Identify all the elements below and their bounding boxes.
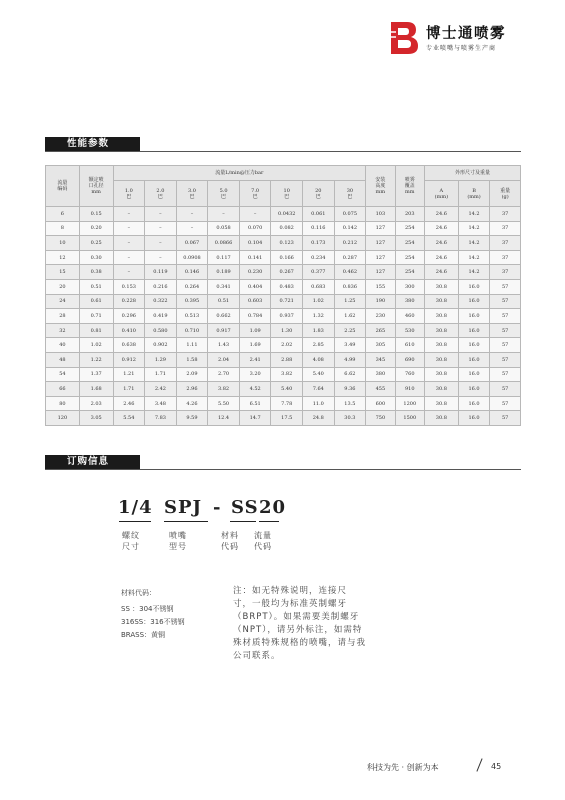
table-cell: 600 xyxy=(366,396,395,411)
code-nozzle-model: SPJ xyxy=(164,497,203,518)
table-cell: 305 xyxy=(366,338,395,353)
table-cell: 4.08 xyxy=(303,352,335,367)
code-underline xyxy=(230,521,256,522)
table-cell: 1500 xyxy=(395,411,424,426)
table-cell: 14.2 xyxy=(458,265,490,280)
table-cell: 0.230 xyxy=(239,265,271,280)
table-cell: 4.52 xyxy=(239,382,271,397)
table-cell: 1.58 xyxy=(176,352,208,367)
table-cell: 37 xyxy=(490,207,521,222)
table-cell: 0.721 xyxy=(271,294,303,309)
table-row xyxy=(46,367,521,382)
brand-name: 博士通喷雾 xyxy=(426,26,506,42)
table-cell: 380 xyxy=(395,294,424,309)
table-cell: 30.3 xyxy=(334,411,366,426)
table-cell: 254 xyxy=(395,236,424,251)
section-title-performance: 性能参数 xyxy=(45,137,140,151)
table-cell: 0.462 xyxy=(334,265,366,280)
table-cell: 0.287 xyxy=(334,250,366,265)
table-cell: 0.38 xyxy=(79,265,113,280)
material-item: BRASS：黄铜 xyxy=(121,631,166,639)
table-cell: 0.0432 xyxy=(271,207,303,222)
brand-tagline: 专业喷嘴与喷雾生产商 xyxy=(426,45,497,52)
table-cell: 0.322 xyxy=(145,294,177,309)
table-row xyxy=(46,265,521,280)
table-cell: 0.917 xyxy=(208,323,240,338)
footer-divider xyxy=(476,758,482,771)
table-cell: 0.216 xyxy=(145,279,177,294)
table-cell: 2.42 xyxy=(145,382,177,397)
table-cell: 16.0 xyxy=(458,294,490,309)
table-cell: 0.580 xyxy=(145,323,177,338)
table-cell: 2.46 xyxy=(113,396,145,411)
table-cell: 345 xyxy=(366,352,395,367)
note-line: 寸，一般均为标准英制螺牙 xyxy=(233,599,348,609)
table-cell: 30.8 xyxy=(424,338,458,353)
performance-table xyxy=(45,165,521,426)
table-cell: 155 xyxy=(366,279,395,294)
table-cell: 24.6 xyxy=(424,207,458,222)
table-cell: 37 xyxy=(490,265,521,280)
table-cell: 455 xyxy=(366,382,395,397)
table-cell: 1.37 xyxy=(79,367,113,382)
table-cell: 0.264 xyxy=(176,279,208,294)
table-cell: 16.0 xyxy=(458,382,490,397)
table-cell: 0.075 xyxy=(334,207,366,222)
table-cell: 0.212 xyxy=(334,236,366,251)
table-cell: 30.8 xyxy=(424,309,458,324)
table-cell: 0.141 xyxy=(239,250,271,265)
header-dims-group: 外形尺寸及重量 xyxy=(424,166,520,181)
table-row xyxy=(46,323,521,338)
table-cell: 910 xyxy=(395,382,424,397)
table-cell: 6 xyxy=(46,207,80,222)
table-cell: 57 xyxy=(490,279,521,294)
table-cell: 0.296 xyxy=(113,309,145,324)
table-cell: 66 xyxy=(46,382,80,397)
table-cell: 12 xyxy=(46,250,80,265)
table-cell: 6.62 xyxy=(334,367,366,382)
table-cell: 0.123 xyxy=(271,236,303,251)
table-cell: 37 xyxy=(490,250,521,265)
table-cell: 16.0 xyxy=(458,323,490,338)
table-cell: 380 xyxy=(366,367,395,382)
table-cell: 0.902 xyxy=(145,338,177,353)
table-cell: 0.937 xyxy=(271,309,303,324)
table-cell: – xyxy=(145,207,177,222)
header-orifice: 额定喷 口孔径 mm xyxy=(79,166,113,207)
note-line: （BRPT）。如果需要美制螺牙 xyxy=(233,612,360,622)
table-cell: 1.09 xyxy=(239,323,271,338)
table-cell: 0.117 xyxy=(208,250,240,265)
table-cell: 1.25 xyxy=(334,294,366,309)
table-cell: 265 xyxy=(366,323,395,338)
table-cell: 57 xyxy=(490,294,521,309)
table-cell: 0.189 xyxy=(208,265,240,280)
table-cell: 0.058 xyxy=(208,221,240,236)
note-line: （NPT），请另外标注，如需特 xyxy=(233,625,363,635)
code-material: SS xyxy=(231,497,259,518)
table-cell: 0.228 xyxy=(113,294,145,309)
table-cell: 120 xyxy=(46,411,80,426)
table-row xyxy=(46,338,521,353)
table-cell: 4.99 xyxy=(334,352,366,367)
table-cell: 0.15 xyxy=(79,207,113,222)
table-cell: 0.20 xyxy=(79,221,113,236)
table-cell: 5.50 xyxy=(208,396,240,411)
table-cell: 14.7 xyxy=(239,411,271,426)
table-cell: 0.119 xyxy=(145,265,177,280)
table-cell: 15 xyxy=(46,265,80,280)
table-cell: 7.78 xyxy=(271,396,303,411)
table-cell: 3.82 xyxy=(208,382,240,397)
header-pressure: 10 巴 xyxy=(271,181,303,207)
table-cell: 0.0866 xyxy=(208,236,240,251)
table-cell: 14.2 xyxy=(458,250,490,265)
table-cell: 0.419 xyxy=(145,309,177,324)
table-cell: 16.0 xyxy=(458,338,490,353)
table-cell: 57 xyxy=(490,309,521,324)
header-pressure: 3.0 巴 xyxy=(176,181,208,207)
table-cell: 11.0 xyxy=(303,396,335,411)
table-cell: 690 xyxy=(395,352,424,367)
label-flow: 流量 代码 xyxy=(254,531,272,551)
table-cell: 1.02 xyxy=(303,294,335,309)
header-spray-width: 喷雾 覆盖 mm xyxy=(395,166,424,207)
table-cell: 16.0 xyxy=(458,309,490,324)
table-cell: 0.25 xyxy=(79,236,113,251)
header-pressure: 1.0 巴 xyxy=(113,181,145,207)
table-cell: 7.64 xyxy=(303,382,335,397)
table-cell: 203 xyxy=(395,207,424,222)
table-cell: 1.69 xyxy=(239,338,271,353)
table-cell: 0.234 xyxy=(303,250,335,265)
header-pressure: 7.0 巴 xyxy=(239,181,271,207)
label-thread-size: 螺纹 尺寸 xyxy=(122,531,140,551)
table-cell: 0.513 xyxy=(176,309,208,324)
table-cell: 3.82 xyxy=(271,367,303,382)
table-cell: – xyxy=(176,207,208,222)
table-cell: 14.2 xyxy=(458,207,490,222)
materials-title: 材料代码： xyxy=(121,589,156,597)
table-cell: 760 xyxy=(395,367,424,382)
page-number: 45 xyxy=(491,762,502,771)
code-flow: 20 xyxy=(259,497,287,518)
table-cell: 57 xyxy=(490,352,521,367)
table-cell: 57 xyxy=(490,338,521,353)
table-cell: 3.49 xyxy=(334,338,366,353)
table-cell: 0.81 xyxy=(79,323,113,338)
table-cell: 5.40 xyxy=(271,382,303,397)
table-cell: 530 xyxy=(395,323,424,338)
label-material: 材料 代码 xyxy=(221,531,239,551)
table-cell: 254 xyxy=(395,250,424,265)
table-cell: 57 xyxy=(490,323,521,338)
table-cell: 32 xyxy=(46,323,80,338)
table-cell: 57 xyxy=(490,411,521,426)
table-cell: – xyxy=(145,236,177,251)
table-cell: 0.146 xyxy=(176,265,208,280)
brand-b-logo-icon xyxy=(388,20,420,56)
table-cell: 460 xyxy=(395,309,424,324)
table-cell: 0.070 xyxy=(239,221,271,236)
table-cell: 16.0 xyxy=(458,279,490,294)
table-cell: 5.40 xyxy=(303,367,335,382)
code-underline xyxy=(119,521,151,522)
table-cell: 16.0 xyxy=(458,367,490,382)
table-cell: 1.29 xyxy=(145,352,177,367)
header-pressure: 30 巴 xyxy=(334,181,366,207)
table-cell: 0.710 xyxy=(176,323,208,338)
table-cell: 7.83 xyxy=(145,411,177,426)
table-cell: – xyxy=(113,265,145,280)
table-cell: 12.4 xyxy=(208,411,240,426)
table-cell: 2.41 xyxy=(239,352,271,367)
table-row xyxy=(46,309,521,324)
header-dim: B (mm) xyxy=(458,181,490,207)
section-divider xyxy=(45,469,521,470)
table-cell: 2.70 xyxy=(208,367,240,382)
table-cell: 2.96 xyxy=(176,382,208,397)
table-cell: – xyxy=(145,221,177,236)
note-line: 殊材质特殊规格的喷嘴，请与我 xyxy=(233,638,367,648)
table-cell: 20 xyxy=(46,279,80,294)
table-cell: 103 xyxy=(366,207,395,222)
table-row xyxy=(46,250,521,265)
table-cell: 16.0 xyxy=(458,411,490,426)
material-item: 316SS：316不锈钢 xyxy=(121,618,185,626)
table-cell: 1.30 xyxy=(271,323,303,338)
table-cell: 6.51 xyxy=(239,396,271,411)
note-line: 公司联系。 xyxy=(233,651,281,661)
table-cell: 0.61 xyxy=(79,294,113,309)
table-cell: 1.21 xyxy=(113,367,145,382)
table-cell: 24.6 xyxy=(424,265,458,280)
table-cell: 16.0 xyxy=(458,352,490,367)
table-cell: 1.22 xyxy=(79,352,113,367)
table-row xyxy=(46,294,521,309)
table-cell: 1.62 xyxy=(334,309,366,324)
table-cell: 24 xyxy=(46,294,80,309)
table-cell: 0.142 xyxy=(334,221,366,236)
table-cell: 0.30 xyxy=(79,250,113,265)
table-cell: 0.483 xyxy=(271,279,303,294)
header-nozzle-code: 流量 编码 xyxy=(46,166,80,207)
table-cell: 0.061 xyxy=(303,207,335,222)
code-underline xyxy=(259,521,279,522)
performance-table-wrapper xyxy=(45,165,521,426)
table-cell: 57 xyxy=(490,396,521,411)
table-cell: 30.8 xyxy=(424,382,458,397)
table-cell: 1.32 xyxy=(303,309,335,324)
table-cell: 0.912 xyxy=(113,352,145,367)
table-cell: 2.04 xyxy=(208,352,240,367)
table-cell: – xyxy=(113,207,145,222)
table-cell: 0.153 xyxy=(113,279,145,294)
table-cell: 127 xyxy=(366,236,395,251)
table-cell: – xyxy=(113,250,145,265)
table-cell: 30.8 xyxy=(424,396,458,411)
table-cell: 1.71 xyxy=(113,382,145,397)
table-cell: 30.8 xyxy=(424,294,458,309)
table-cell: 1.02 xyxy=(79,338,113,353)
table-cell: 80 xyxy=(46,396,80,411)
table-cell: 0.836 xyxy=(334,279,366,294)
table-cell: 24.8 xyxy=(303,411,335,426)
table-cell: 0.683 xyxy=(303,279,335,294)
table-cell: 0.377 xyxy=(303,265,335,280)
table-cell: 2.25 xyxy=(334,323,366,338)
table-row xyxy=(46,236,521,251)
table-cell: 0.116 xyxy=(303,221,335,236)
table-cell: 0.341 xyxy=(208,279,240,294)
table-cell: 127 xyxy=(366,250,395,265)
table-cell: 0.638 xyxy=(113,338,145,353)
footer-slogan: 科技为先 · 创新为本 xyxy=(367,763,439,772)
table-cell: 230 xyxy=(366,309,395,324)
table-cell: 1.68 xyxy=(79,382,113,397)
performance-table-body xyxy=(46,207,521,426)
table-cell: 254 xyxy=(395,221,424,236)
table-cell: – xyxy=(145,250,177,265)
table-cell: 0.0908 xyxy=(176,250,208,265)
table-cell: – xyxy=(208,207,240,222)
table-cell: 610 xyxy=(395,338,424,353)
table-cell: 0.267 xyxy=(271,265,303,280)
header-dim: A (mm) xyxy=(424,181,458,207)
table-cell: 0.410 xyxy=(113,323,145,338)
table-cell: 127 xyxy=(366,265,395,280)
table-cell: 48 xyxy=(46,352,80,367)
table-cell: 0.51 xyxy=(208,294,240,309)
table-cell: 9.59 xyxy=(176,411,208,426)
table-cell: 127 xyxy=(366,221,395,236)
table-cell: 37 xyxy=(490,221,521,236)
table-cell: 0.662 xyxy=(208,309,240,324)
table-cell: 57 xyxy=(490,382,521,397)
table-cell: 5.54 xyxy=(113,411,145,426)
table-cell: 54 xyxy=(46,367,80,382)
table-cell: 24.6 xyxy=(424,236,458,251)
table-cell: 0.166 xyxy=(271,250,303,265)
table-row xyxy=(46,207,521,222)
section-title-ordering: 订购信息 xyxy=(45,455,140,469)
table-cell: 0.082 xyxy=(271,221,303,236)
table-cell: 0.51 xyxy=(79,279,113,294)
table-row xyxy=(46,352,521,367)
table-cell: 17.5 xyxy=(271,411,303,426)
table-cell: – xyxy=(176,221,208,236)
table-cell: 14.2 xyxy=(458,221,490,236)
table-cell: 3.48 xyxy=(145,396,177,411)
header-dim: 重量 (g) xyxy=(490,181,521,207)
table-cell: 2.03 xyxy=(79,396,113,411)
code-thread-size: 1/4 xyxy=(118,497,153,518)
section-divider xyxy=(45,151,521,152)
note-block xyxy=(233,585,401,663)
header-pressure: 2.0 巴 xyxy=(145,181,177,207)
table-cell: 1.43 xyxy=(208,338,240,353)
table-cell: 1.83 xyxy=(303,323,335,338)
table-cell: 28 xyxy=(46,309,80,324)
table-cell: 30.8 xyxy=(424,411,458,426)
table-cell: – xyxy=(239,207,271,222)
table-cell: 0.067 xyxy=(176,236,208,251)
table-cell: 14.2 xyxy=(458,236,490,251)
table-cell: 2.88 xyxy=(271,352,303,367)
table-cell: – xyxy=(113,221,145,236)
table-cell: 9.36 xyxy=(334,382,366,397)
code-dash: - xyxy=(213,497,222,518)
table-cell: – xyxy=(113,236,145,251)
table-cell: 13.5 xyxy=(334,396,366,411)
table-cell: 24.6 xyxy=(424,250,458,265)
table-row xyxy=(46,396,521,411)
label-nozzle-model: 喷嘴 型号 xyxy=(169,531,187,551)
table-row xyxy=(46,411,521,426)
table-cell: 0.404 xyxy=(239,279,271,294)
table-cell: 16.0 xyxy=(458,396,490,411)
table-cell: 3.05 xyxy=(79,411,113,426)
table-cell: 3.20 xyxy=(239,367,271,382)
table-cell: 30.8 xyxy=(424,367,458,382)
table-cell: 1200 xyxy=(395,396,424,411)
header-pressure: 5.0 巴 xyxy=(208,181,240,207)
table-cell: 300 xyxy=(395,279,424,294)
table-cell: 0.104 xyxy=(239,236,271,251)
table-cell: 24.6 xyxy=(424,221,458,236)
table-cell: 190 xyxy=(366,294,395,309)
table-cell: 30.8 xyxy=(424,352,458,367)
table-cell: 0.173 xyxy=(303,236,335,251)
table-cell: 30.8 xyxy=(424,279,458,294)
table-cell: 254 xyxy=(395,265,424,280)
table-cell: 30.8 xyxy=(424,323,458,338)
table-cell: 1.71 xyxy=(145,367,177,382)
table-cell: 0.784 xyxy=(239,309,271,324)
code-underline xyxy=(164,521,208,522)
table-cell: 0.71 xyxy=(79,309,113,324)
table-cell: 10 xyxy=(46,236,80,251)
header-pressure: 20 巴 xyxy=(303,181,335,207)
header-install-height: 安装 高度 mm xyxy=(366,166,395,207)
brand-logo xyxy=(386,20,558,58)
table-cell: 0.603 xyxy=(239,294,271,309)
table-row xyxy=(46,279,521,294)
table-cell: 2.85 xyxy=(303,338,335,353)
table-cell: 0.395 xyxy=(176,294,208,309)
table-cell: 40 xyxy=(46,338,80,353)
table-cell: 750 xyxy=(366,411,395,426)
note-line: 注：如无特殊说明，连接尺 xyxy=(233,586,348,596)
table-row xyxy=(46,221,521,236)
table-cell: 1.11 xyxy=(176,338,208,353)
table-row xyxy=(46,382,521,397)
material-item: SS ：304不锈钢 xyxy=(121,605,174,613)
table-cell: 2.09 xyxy=(176,367,208,382)
table-cell: 8 xyxy=(46,221,80,236)
table-cell: 57 xyxy=(490,367,521,382)
table-cell: 2.02 xyxy=(271,338,303,353)
header-flow-group: 流量L/min@压力bar xyxy=(113,166,366,181)
table-cell: 4.26 xyxy=(176,396,208,411)
table-cell: 37 xyxy=(490,236,521,251)
